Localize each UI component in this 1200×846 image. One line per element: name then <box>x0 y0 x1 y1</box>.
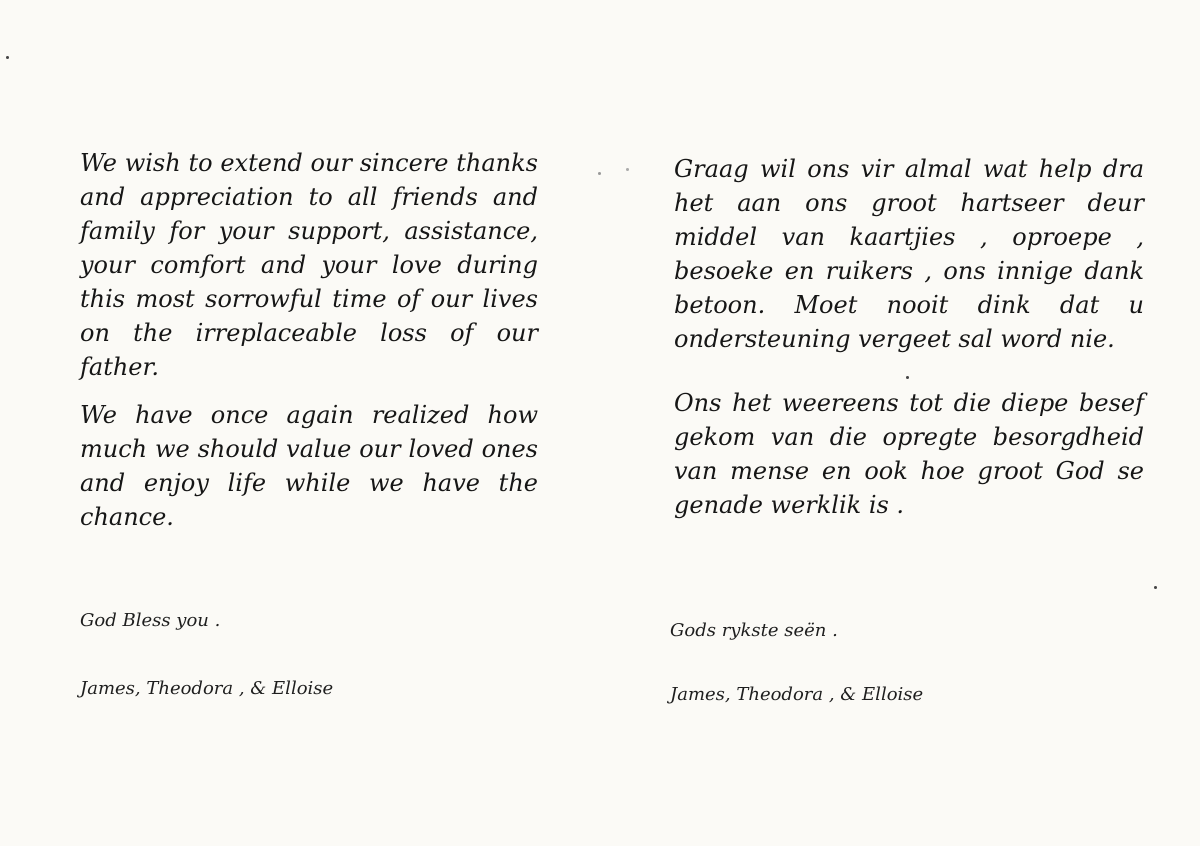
english-paragraph-2: We have once again realized how much we should value our loved ones and enjoy life while we have the chance. <box>80 401 538 531</box>
english-blessing: God Bless you . <box>80 610 221 631</box>
english-signature: James, Theodora , & Elloise <box>80 678 334 699</box>
english-paragraph-1: We wish to extend our sincere thanks and appreciation to all friends and family for your support, assistance, your comfort and your love during this most sorrowful time of our lives on the irreplaceable loss of our father. <box>80 149 538 381</box>
afrikaans-paragraph-2: Ons het weereens tot die diepe besef gekom van die opregte besorgdheid van mense en ook hoe groot God se genade werklik is . <box>674 389 1144 519</box>
paper-speck <box>626 168 629 171</box>
afrikaans-blessing: Gods rykste seën . <box>670 620 838 641</box>
paper-speck <box>1154 586 1157 589</box>
afrikaans-paragraph-1: Graag wil ons vir almal wat help dra het aan ons groot hartseer deur middel van kaartjies , oproepe , besoeke en ruikers , ons innige dank betoon. Moet nooit dink dat u ondersteuning vergeet sal word nie. <box>674 155 1144 353</box>
paper-speck <box>598 172 601 175</box>
english-column <box>80 0 538 846</box>
afrikaans-column <box>670 0 1144 846</box>
afrikaans-signature: James, Theodora , & Elloise <box>670 684 924 705</box>
paper-speck <box>6 56 9 59</box>
